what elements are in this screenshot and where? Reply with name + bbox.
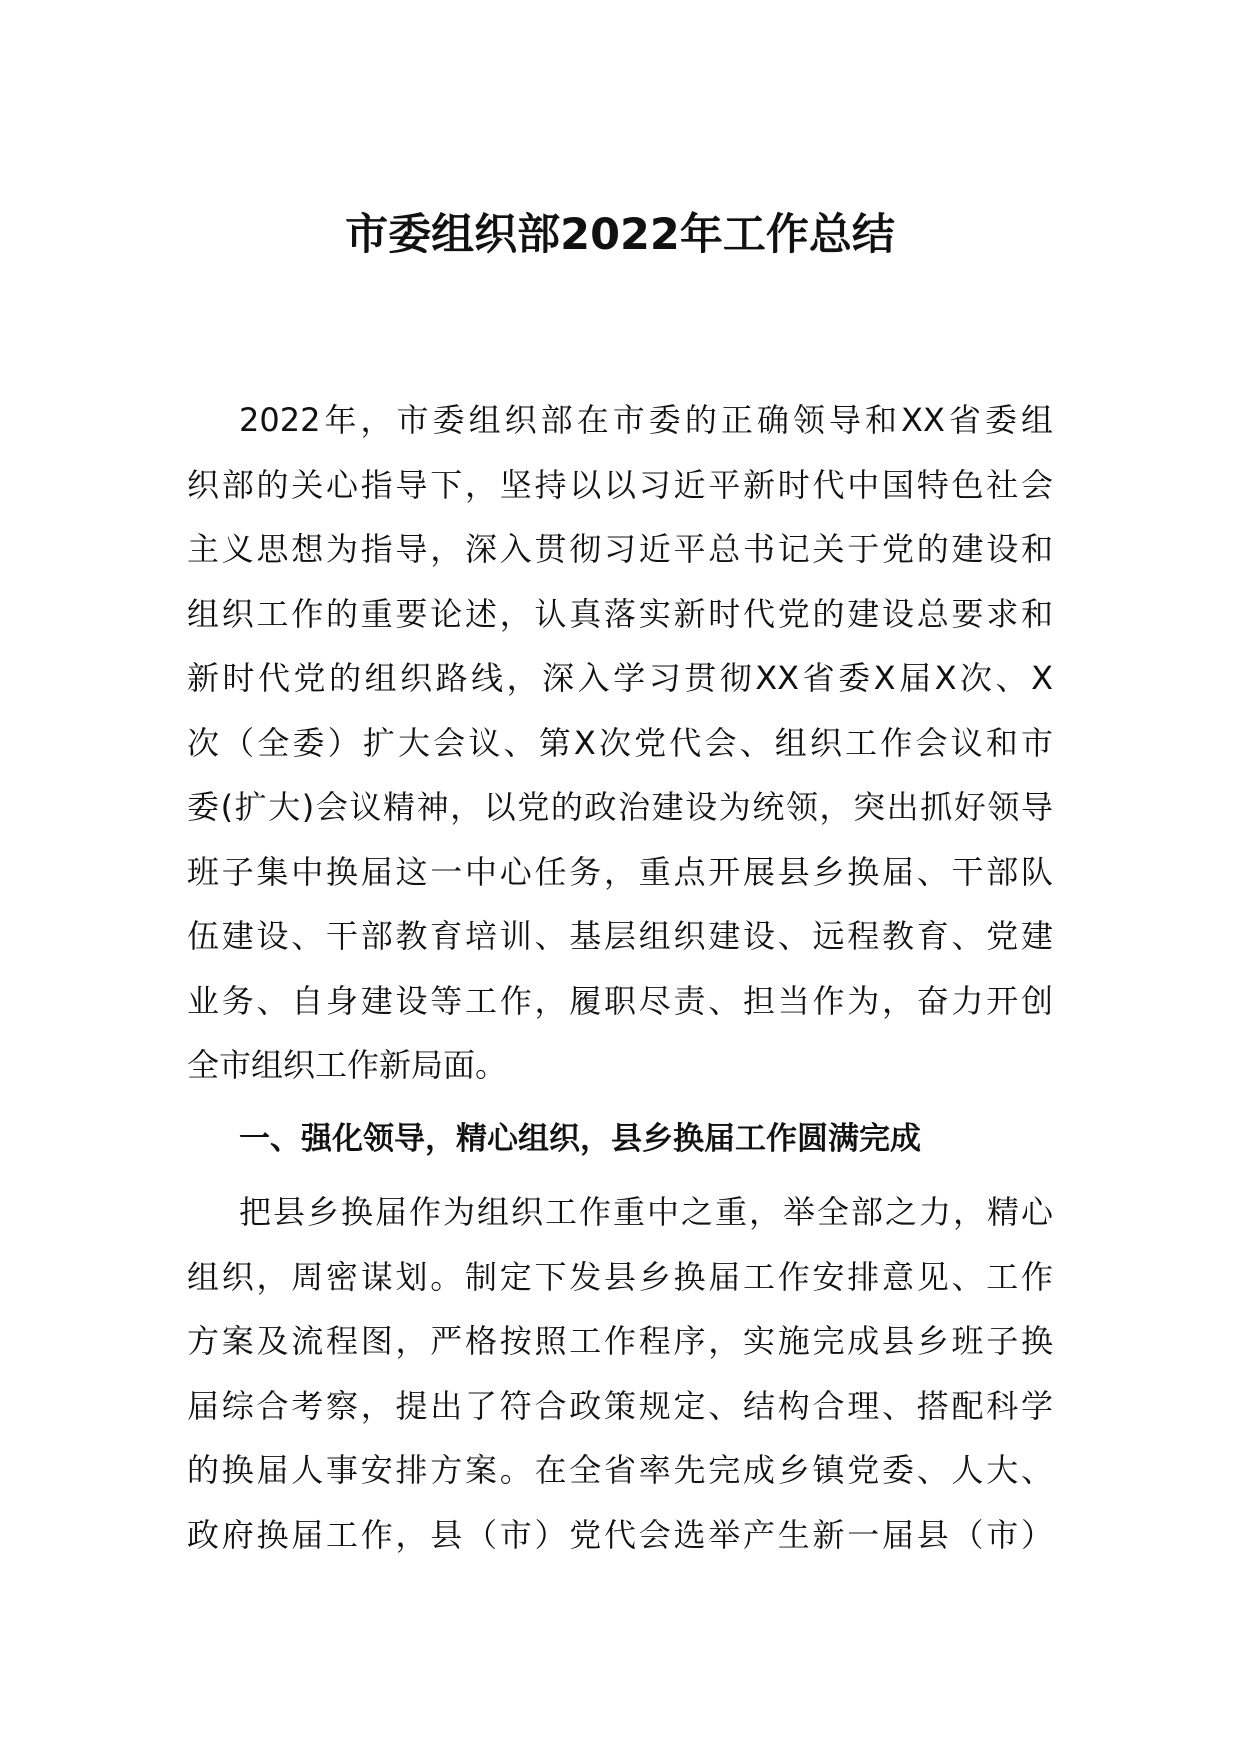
- paragraph-line: 把县乡换届作为组织工作重中之重，举全部之力，精心: [239, 1193, 1053, 1231]
- paragraph-line: 主义思想为指导，深入贯彻习近平总书记关于党的建设和: [187, 530, 1053, 568]
- section-heading: 一、强化领导，精心组织，县乡换届工作圆满完成: [239, 1120, 921, 1157]
- intro-paragraph: [187, 388, 1053, 1098]
- paragraph-line: 班子集中换届这一中心任务，重点开展县乡换届、干部队: [187, 852, 1053, 891]
- paragraph-line: 业务、自身建设等工作，履职尽责、担当作为，奋力开创: [187, 981, 1053, 1020]
- paragraph-line: 委(扩大)会议精神，以党的政治建设为统领，突出抓好领导: [187, 788, 1053, 826]
- paragraph-line: 组织工作的重要论述，认真落实新时代党的建设总要求和: [187, 594, 1053, 633]
- section-paragraph: [187, 1180, 1053, 1567]
- paragraph-line: 组织，周密谋划。制定下发县乡换届工作安排意见、工作: [187, 1257, 1053, 1296]
- paragraph-line: 次（全委）扩大会议、第X次党代会、组织工作会议和市: [187, 723, 1053, 762]
- paragraph-line: 的换届人事安排方案。在全省率先完成乡镇党委、人大、: [187, 1451, 1053, 1489]
- document-title: 市委组织部2022年工作总结: [345, 210, 895, 260]
- paragraph-line: 全市组织工作新局面。: [187, 1046, 508, 1084]
- paragraph-line: 政府换届工作，县（市）党代会选举产生新一届县（市）: [187, 1515, 1053, 1554]
- paragraph-line: 届综合考察，提出了符合政策规定、结构合理、搭配科学: [187, 1386, 1053, 1425]
- paragraph-line: 2022年，市委组织部在市委的正确领导和XX省委组: [239, 401, 1053, 439]
- paragraph-line: 伍建设、干部教育培训、基层组织建设、远程教育、党建: [187, 917, 1053, 955]
- paragraph-line: 方案及流程图，严格按照工作程序，实施完成县乡班子换: [187, 1322, 1053, 1360]
- paragraph-line: 织部的关心指导下，坚持以以习近平新时代中国特色社会: [187, 465, 1053, 504]
- document-body: [187, 388, 1053, 1567]
- paragraph-line: 新时代党的组织路线，深入学习贯彻XX省委X届X次、X: [187, 659, 1053, 697]
